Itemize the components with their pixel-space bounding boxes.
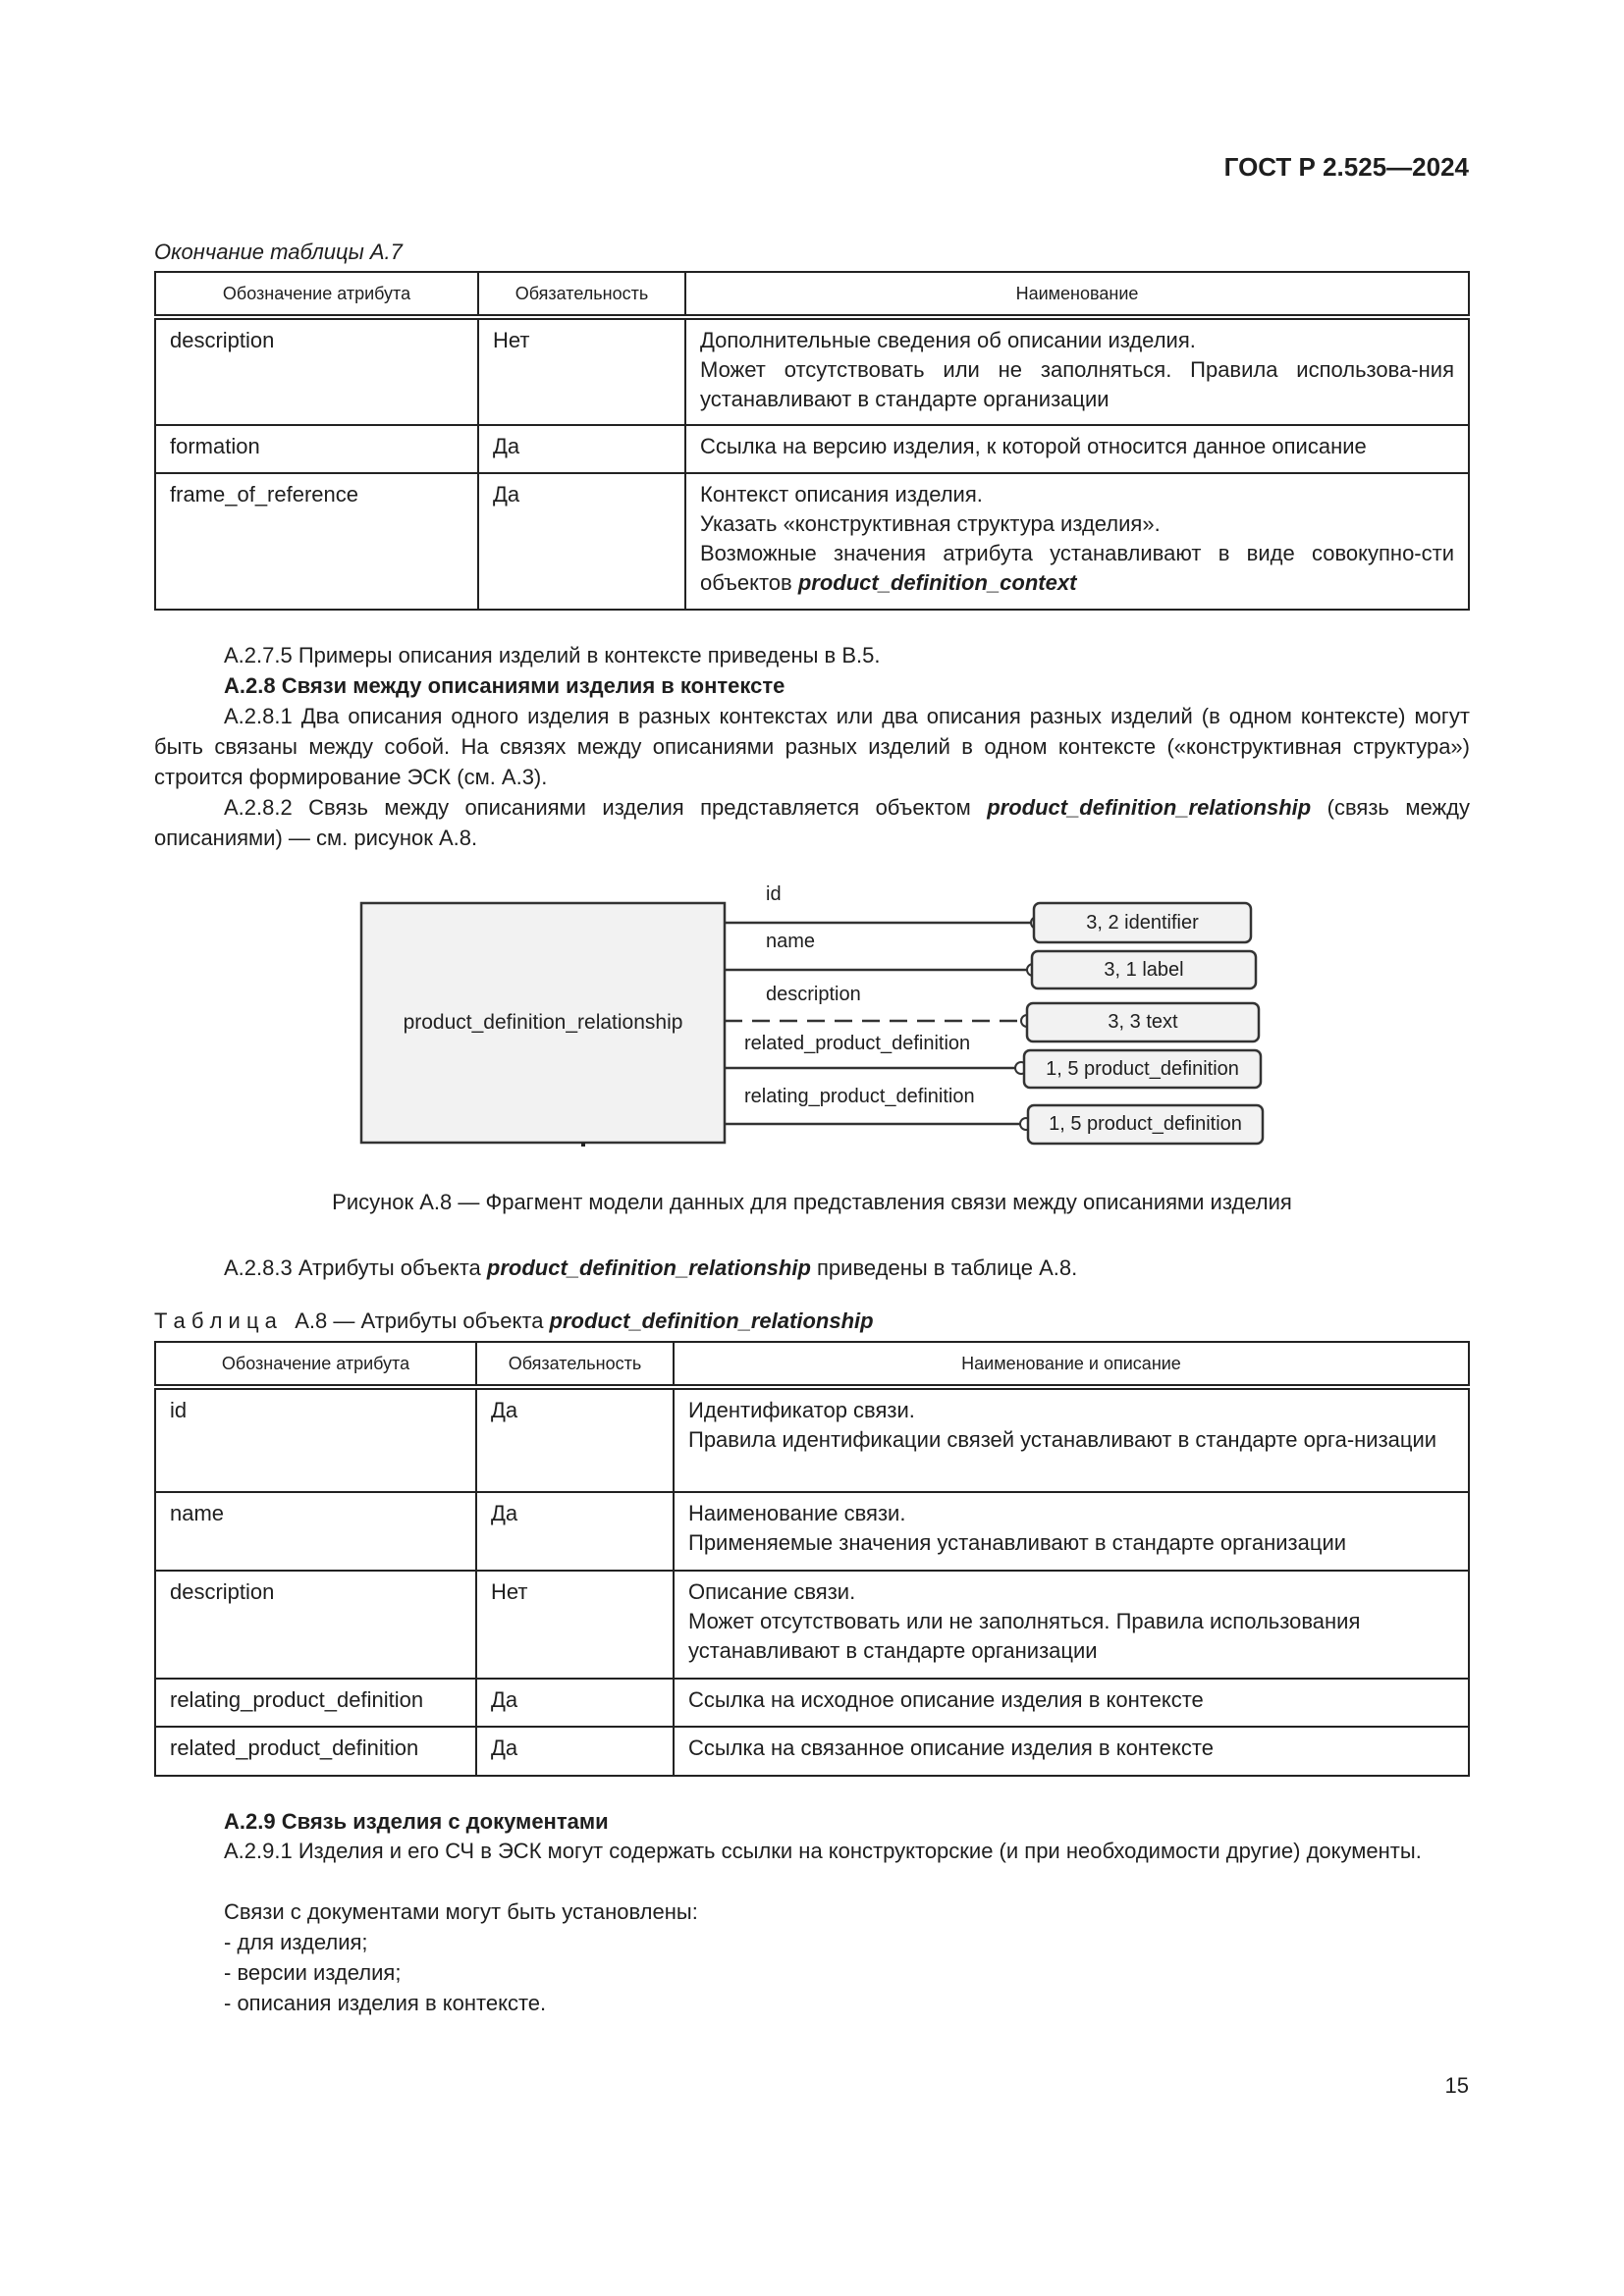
text: (связь между описаниями) — см. рисунок А.8. <box>154 795 1471 850</box>
column-header: Обозначение атрибута <box>155 272 478 317</box>
attribute-label: related_product_definition <box>744 1033 971 1054</box>
cell-line: Может отсутствовать или не заполняться. Правила использования устанавливают в стандарте организации <box>688 1609 1361 1663</box>
table-row <box>155 425 1469 473</box>
type-box: 3, 1 label <box>1104 959 1184 981</box>
attr-cell: relating_product_definition <box>155 1679 476 1727</box>
attribute-label: relating_product_definition <box>744 1086 975 1107</box>
paragraph-a283 <box>224 1253 1077 1283</box>
bold-term: product_definition_relationship <box>486 1255 811 1280</box>
table-header-row <box>155 1342 1469 1387</box>
table-row <box>155 1387 1469 1492</box>
required-cell: Да <box>478 473 685 610</box>
description-cell <box>674 1387 1469 1492</box>
cell-line: Ссылка на версию изделия, к которой относится данное описание <box>700 434 1367 458</box>
figure-caption: Рисунок А.8 — Фрагмент модели данных для представления связи между описаниями изделия <box>332 1190 1292 1214</box>
description-cell: Ссылка на связанное описание изделия в контексте <box>674 1727 1469 1776</box>
cell-line: Применяемые значения устанавливают в стандарте организации <box>688 1530 1347 1555</box>
required-cell: Да <box>478 425 685 473</box>
paragraph-a291: А.2.9.1 Изделия и его СЧ в ЭСК могут содержать ссылки на конструкторские (и при необходимости другие) документы. <box>224 1839 1422 1863</box>
text: А.2.8.2 Связь между описаниями изделия представляется объектом <box>224 795 988 820</box>
type-box: 3, 2 identifier <box>1086 912 1199 934</box>
cell-line: Дополнительные сведения об описании изделия. <box>700 328 1196 352</box>
required-cell: Нет <box>476 1571 674 1679</box>
cell-line: Может отсутствовать или не заполняться. Правила использова-ния устанавливают в стандарте организации <box>700 357 1454 411</box>
cell-line-text: Возможные значения атрибута устанавливают в виде совокупно-сти объектов <box>700 541 1454 595</box>
bold-term: product_definition_relationship <box>987 795 1312 820</box>
required-cell: Да <box>476 1387 674 1492</box>
table-row <box>155 473 1469 610</box>
attr-cell: formation <box>155 425 478 473</box>
attr-cell: description <box>155 317 478 425</box>
attr-cell: related_product_definition <box>155 1727 476 1776</box>
description-cell <box>674 1571 1469 1679</box>
attr-cell: frame_of_reference <box>155 473 478 610</box>
paragraph-a282 <box>154 792 1470 853</box>
cell-line: Описание связи. <box>688 1579 856 1604</box>
cell-line <box>700 539 1454 598</box>
text: приведены в таблице А.8. <box>810 1255 1078 1280</box>
description-cell <box>674 1492 1469 1571</box>
list-item: - описания изделия в контексте. <box>224 1991 547 2015</box>
attribute-label: id <box>766 883 782 905</box>
entity-name: product_definition_relationship <box>403 1011 683 1034</box>
description-cell <box>685 425 1469 473</box>
cell-line: Идентификатор связи. <box>688 1398 915 1422</box>
attribute-label: name <box>766 931 816 952</box>
page-number: 15 <box>1444 2073 1469 2098</box>
cell-line: Контекст описания изделия. <box>700 482 983 507</box>
attr-cell: id <box>155 1387 476 1492</box>
cell-line: Наименование связи. <box>688 1501 906 1525</box>
list-item: - для изделия; <box>224 1930 368 1954</box>
text: Т а б л и ц а А.8 — Атрибуты объекта <box>154 1308 550 1333</box>
list-item: - версии изделия; <box>224 1960 402 1985</box>
description-cell <box>685 317 1469 425</box>
table-header-row <box>155 272 1469 317</box>
table-a8-title <box>154 1306 874 1336</box>
description-cell: Ссылка на исходное описание изделия в контексте <box>674 1679 1469 1727</box>
column-header: Наименование <box>685 272 1469 317</box>
type-box: 3, 3 text <box>1108 1011 1178 1033</box>
column-header: Обязательность <box>478 272 685 317</box>
paragraph-links: Связи с документами могут быть установлены: <box>224 1899 698 1924</box>
required-cell: Да <box>476 1679 674 1727</box>
type-box: 1, 5 product_definition <box>1049 1113 1242 1135</box>
cell-line: Указать «конструктивная структура изделия». <box>700 511 1161 536</box>
column-header: Обязательность <box>476 1342 674 1387</box>
column-header: Обозначение атрибута <box>155 1342 476 1387</box>
heading-a29: А.2.9 Связь изделия с документами <box>224 1809 609 1834</box>
table-row <box>155 1727 1469 1776</box>
required-cell: Да <box>476 1727 674 1776</box>
table-row <box>155 1679 1469 1727</box>
cell-line: Правила идентификации связей устанавливают в стандарте орга-низации <box>688 1427 1437 1452</box>
required-cell: Нет <box>478 317 685 425</box>
attr-cell: description <box>155 1571 476 1679</box>
heading-a28: А.2.8 Связи между описаниями изделия в контексте <box>224 673 785 698</box>
table-continuation-title: Окончание таблицы А.7 <box>154 240 403 264</box>
table-row <box>155 1492 1469 1571</box>
type-box: 1, 5 product_definition <box>1046 1058 1239 1080</box>
table-row <box>155 317 1469 425</box>
bold-term: product_definition_relationship <box>549 1308 874 1333</box>
table-row <box>155 1571 1469 1679</box>
required-cell: Да <box>476 1492 674 1571</box>
description-cell <box>685 473 1469 610</box>
paragraph-a281: А.2.8.1 Два описания одного изделия в разных контекстах или два описания разных изделий (в одном контексте) могут быть связаны между собой. На связях между описаниями разных изделий в одном контексте («конструктивная структура») строится формирование ЭСК (см. А.3). <box>154 704 1470 789</box>
bold-term: product_definition_context <box>797 570 1077 595</box>
document-header: ГОСТ Р 2.525—2024 <box>1223 152 1469 182</box>
column-header: Наименование и описание <box>674 1342 1469 1387</box>
paragraph-a275: А.2.7.5 Примеры описания изделий в контексте приведены в В.5. <box>224 643 881 667</box>
text: А.2.8.3 Атрибуты объекта <box>224 1255 487 1280</box>
table-a8 <box>154 1341 1470 1777</box>
attr-cell: name <box>155 1492 476 1571</box>
figure-a8-diagram <box>353 883 1276 1158</box>
attribute-label: description <box>766 984 861 1005</box>
table-a7 <box>154 271 1470 611</box>
